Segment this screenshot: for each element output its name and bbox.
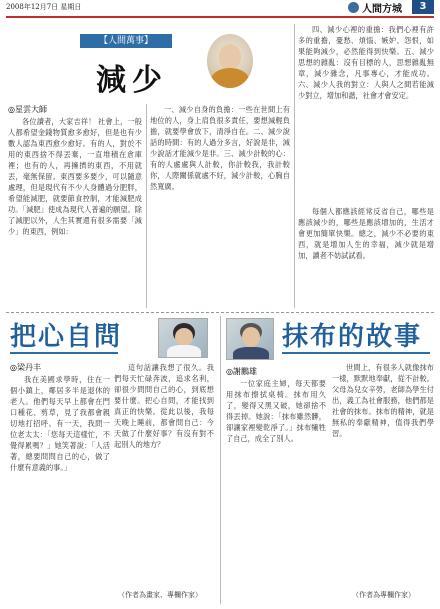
- photo-shirt: [233, 347, 269, 360]
- section-name: 人間方城: [362, 4, 402, 15]
- article-title: 減少: [96, 63, 168, 98]
- page-number: 3: [412, 0, 434, 14]
- article-text: 每個人都應該經常反省自己，哪些是應該減少的，哪些是應該增加的，生活才會更加簡單快樂。總之，減少不必要的東西，就是增加人生的幸福，減少就是增加，讀者不妨試試看。: [298, 207, 434, 260]
- article-title-left: 把心自問: [10, 322, 123, 352]
- issue-date: 2008年12月7日 星期日: [6, 3, 82, 11]
- photo-face: [175, 328, 193, 346]
- section-logo-icon: [348, 2, 359, 13]
- article-source-right: （作者為專欄作家）: [352, 591, 415, 599]
- author-portrait: [207, 34, 253, 88]
- article-text: 一、減少自身的負擔：一些在世間上有地位的人，身上肩負很多責任，要想減輕負擔，就要學會放下，清淨自在。二、減少說話的時間：有的人過分多言，好說是非，減少說話才能減少是非。三、減少計較的心：有的人處處與人計較，你計較我，我計較你，人際關係就處不好，減少計較，心胸自然寬廣。: [150, 105, 290, 191]
- article-column-3: [298, 24, 434, 202]
- column-divider: [294, 24, 295, 308]
- article-left-column-1: [10, 374, 110, 584]
- portrait-face: [219, 44, 241, 70]
- article-author: ◎星雲大師: [8, 105, 47, 114]
- article-text: 四、減少心裡的重擔：我們心裡有許多的重擔，憂愁、煩惱、嫉妒、怨恨，如果能夠減少，必然能得到快樂。五、減少思想的雜亂：沒有目標的人，思想雜亂無章，減少雜念，凡事專心，才能成功。六、減少人我的對立：人與人之間若能減少對立，增加和諧，社會才會安定。: [298, 25, 434, 100]
- section-brand: [348, 0, 402, 15]
- header-rule: [6, 16, 434, 18]
- article-text: 一位家庭主婦，每天都要用抹布擦拭桌椅。抹布用久了，變得又黑又破，她卻捨不得丟掉。她說：「抹布雖然髒，卻讓家裡變乾淨了。」抹布犧牲了自己，成全了別人。: [226, 379, 326, 443]
- article-title-right: 抹布的故事: [282, 322, 423, 352]
- article-left-column-2: [114, 362, 214, 584]
- article-column-1: [8, 116, 142, 306]
- author-photo-left: [158, 318, 208, 358]
- article-text: 這句話讓我想了很久。我們每天忙碌奔波，追求名利，卻很少問問自己的心，到底想要什麼。把心自問，才能找到真正的快樂。從此以後，我每天晚上睡前，都會問自己：今天做了什麼好事？有沒有對不起別人的地方？: [114, 363, 214, 449]
- article-source-left: （作者為畫家、專欄作家）: [118, 591, 202, 599]
- article-right-column-2: [332, 362, 434, 584]
- section-divider: [6, 312, 434, 313]
- photo-shirt: [167, 345, 201, 358]
- article-author-right: ◎謝鵬雄: [226, 367, 257, 376]
- article-column-2: [150, 104, 290, 306]
- title-underline: [282, 352, 430, 354]
- column-kicker: 【人間萬事】: [80, 34, 172, 48]
- portrait-robe: [211, 68, 249, 88]
- article-text: 世間上，有很多人就像抹布一樣，默默地奉獻，從不計較。父母為兒女辛勞，老師為學生付出，義工為社會服務，他們都是社會的抹布。抹布的精神，就是無私的奉獻精神，值得我們學習。: [332, 363, 434, 438]
- article-divider: [220, 316, 221, 604]
- article-text: 各位讀者，大家吉祥！ 社會上，一般人都希望金錢物質愈多愈好，但是也有少數人認為東西愈少愈好。有的人，對於不用的東西捨不得丟棄，一直堆積在倉庫裡；也有的人，再擁擠的東西，不用就丟，毫無保留。東西要多要少，可以隨意處理，但是現代有不少人身體過分肥胖，希望能減肥，就要節食控制，才能減肥成功。「減肥」使成為現代人普遍的願望。除了減肥以外，人生其實還有很多需要「減少」的東西，例如：: [8, 117, 142, 236]
- title-underline: [10, 352, 118, 354]
- article-right-column-1: [226, 378, 326, 584]
- article-author-left: ◎梁丹丰: [10, 363, 41, 372]
- article-column-4: [298, 206, 434, 306]
- author-photo-right: [226, 318, 274, 360]
- page-header: [0, 0, 440, 14]
- article-text: 我在美國求學時，住在一個小鎮上，鄰居多半是退休的老人。他們每天早上都會在門口種花、剪草，見了我都會親切地打招呼。有一天，我問一位老太太：「您每天這樣忙，不覺得累嗎？」她笑著說：「人活著，總要問問自己的心，做了什麼有意義的事。」: [10, 375, 110, 472]
- photo-face: [242, 327, 260, 347]
- column-divider: [146, 104, 147, 308]
